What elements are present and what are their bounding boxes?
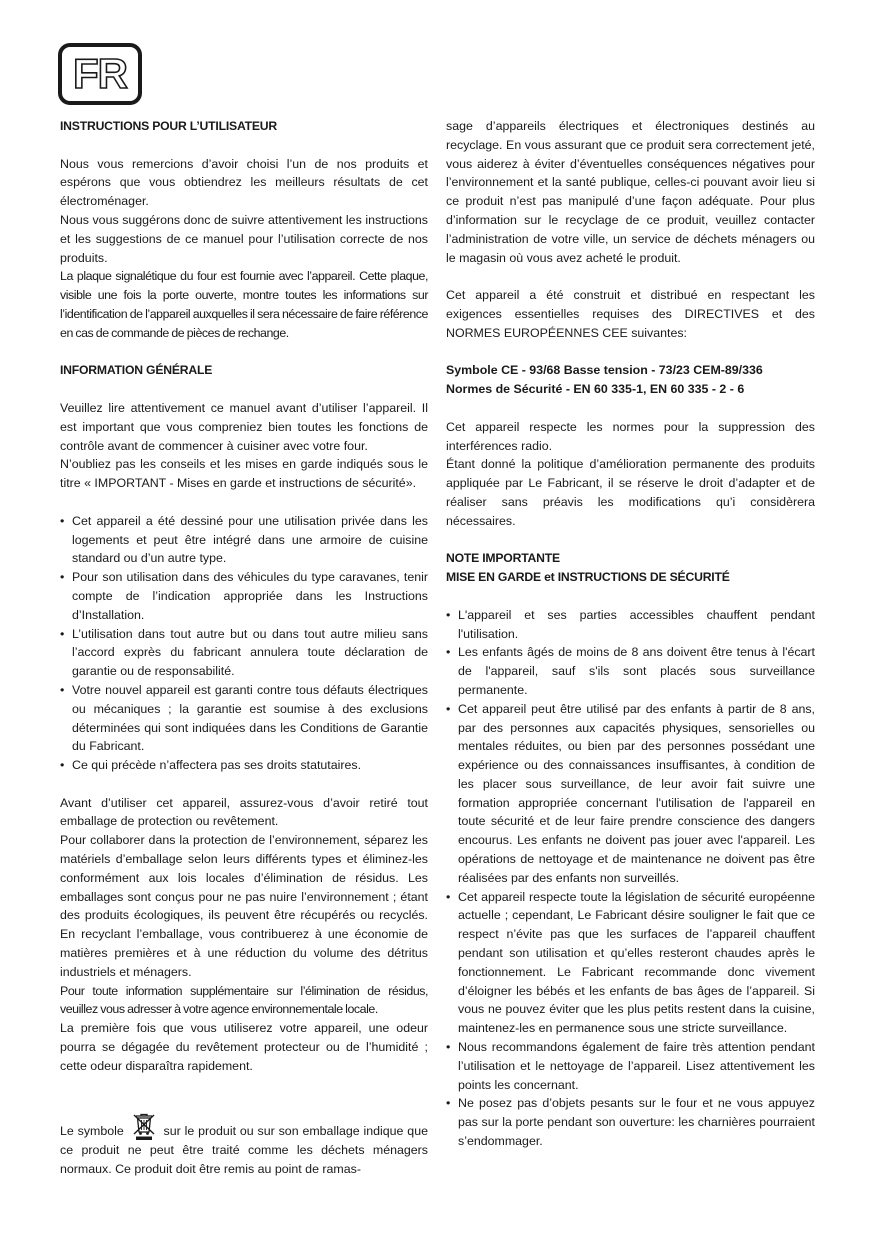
intro-paragraph: Nous vous suggérons donc de suivre attentivement les instructions et les suggestions de ce manuel pour l’utilisation correcte de nos produits. — [60, 212, 428, 265]
heading-safety-instructions: MISE EN GARDE et INSTRUCTIONS DE SÉCURITÉ — [446, 570, 730, 585]
weee-text-after: sur le produit ou sur son emballage indique que ce produit ne peut être traité comme les déchets ménagers normaux. Ce produit doit être remis au point de ramas- — [60, 1124, 428, 1177]
list-item: • Pour son utilisation dans des véhicules du type caravanes, tenir compte de l’indication appropriée dans les Instructions d’Installation. — [60, 568, 428, 624]
list-item: • Cet appareil peut être utilisé par des enfants à partir de 8 ans, par des personnes aux capacités physiques, sensorielles ou mentales réduites, ou bien par des personnes possédant une expérience ou des connaissances insuffisantes, à condition de les placer sous surveillance, de leur avoir fait suivre une formation appropriée concernant l'utilisation de l'appareil en toute sécurité et de leur faire prendre conscience des dangers encourus. Les enfants ne doivent pas jouer avec l'appareil. Les opérations de nettoyage et de maintenance ne doivent pas être réalisées par des enfants non surveillés. — [446, 700, 815, 888]
list-item: • L’utilisation dans tout autre but ou dans tout autre milieu sans l’accord exprès du fabricant annulera toute déclaration de garantie ou de responsabilité. — [60, 625, 428, 681]
left-column — [60, 117, 428, 1179]
policy-paragraph: Étant donné la politique d’amélioration permanente des produits appliquée par Le Fabricant, il se réserve le droit d’adapter et de réaliser sans préavis les modifications qu’i considèrera nécessaires. — [446, 457, 815, 528]
heading-important-note: NOTE IMPORTANTE — [446, 551, 560, 566]
right-column — [446, 117, 815, 1151]
packaging-paragraph: Pour toute information supplémentaire sur l’élimination de résidus, veuillez vous adresser à votre agence environnementale locale. — [60, 983, 428, 1017]
weee-text-before: Le symbole — [60, 1124, 124, 1139]
safety-bullet-list — [446, 606, 815, 1151]
intro-paragraph: La plaque signalétique du four est fournie avec l’appareil. Cette plaque, visible une fois la porte ouverte, montre toutes les informations sur l’identification de l’appareil auxquelles il sera nécessaire de faire référence en cas de commande de pièces de rechange. — [60, 269, 428, 340]
radio-paragraph: Cet appareil respecte les normes pour la suppression des interférences radio. — [446, 419, 815, 453]
safety-norms-line: Normes de Sécurité - EN 60 335-1, EN 60 335 - 2 - 6 — [446, 382, 745, 397]
packaging-paragraph: La première fois que vous utiliserez votre appareil, une odeur pourra se dégagée du revêtement protecteur ou de l’humidité ; cette odeur disparaîtra rapidement. — [60, 1021, 428, 1073]
packaging-paragraph: Avant d’utiliser cet appareil, assurez-vous d’avoir retiré tout emballage de protection ou revêtement. — [60, 795, 428, 829]
list-item: • Cet appareil a été dessiné pour une utilisation privée dans les logements et peut être intégré dans une armoire de cuisine standard ou d’un autre type. — [60, 512, 428, 568]
language-badge — [58, 43, 142, 105]
list-item: • Nous recommandons également de faire très attention pendant l’utilisation et le nettoyage de l’appareil. Lisez attentivement les points les concernant. — [446, 1038, 815, 1094]
weee-paragraph — [60, 1113, 428, 1179]
general-paragraph: N’oubliez pas les conseils et les mises en garde indiqués sous le titre « IMPORTANT - Mises en garde et instructions de sécurité». — [60, 457, 428, 491]
crossed-out-bin-icon — [132, 1113, 156, 1141]
list-item: • Votre nouvel appareil est garanti contre tous défauts électriques ou mécaniques ; la garantie est soumise à des exclusions déterminées qui sont indiquées dans les Conditions de Garantie du Fabricant. — [60, 681, 428, 756]
list-item: • Les enfants âgés de moins de 8 ans doivent être tenus à l'écart de l'appareil, sauf s'ils sont placés sous surveillance permanente. — [446, 643, 815, 699]
general-paragraph: Veuillez lire attentivement ce manuel avant d’utiliser l’appareil. Il est important que vous compreniez bien toutes les fonctions de contrôle avant de commencer à cuisiner avec votre four. — [60, 400, 428, 453]
intro-paragraph: Nous vous remercions d’avoir choisi l’un de nos produits et espérons que vous obtiendrez les meilleurs résultats de cet électroménager. — [60, 156, 428, 209]
language-code: FR — [73, 50, 127, 97]
ce-symbol-line: Symbole CE - 93/68 Basse tension - 73/23 CEM-89/336 — [446, 363, 763, 378]
list-item: • Cet appareil respecte toute la législation de sécurité européenne actuelle ; cependant, Le Fabricant désire souligner le fait que ce respect n’évite pas que les surfaces de l’appareil chauffent pendant son utilisation et qu’elles resteront chaudes après le fonctionnement. Le Fabricant recommande donc vivement d’éloigner les bébés et les enfants de bas âges de l’appareil. Si vous ne pouvez éviter que les plus petits restent dans la cuisine, maintenez-les en permanence sous une stricte surveillance. — [446, 888, 815, 1038]
compliance-paragraph: Cet appareil a été construit et distribué en respectant les exigences essentielles requises des DIRECTIVES et des NORMES EUROPÉENNES CEE suivantes: — [446, 288, 815, 340]
list-item: • Ce qui précède n’affectera pas ses droits statutaires. — [60, 756, 428, 775]
weee-continuation: sage d’appareils électriques et électroniques destinés au recyclage. En vous assurant que ce produit sera correctement jeté, vous aiderez à éviter d’éventuelles conséquences négatives pour l’environnement et la santé publique, celles-ci pouvant avoir lieu si ce produit n’est pas manipulé d’une façon adéquate. Pour plus d’information sur le recyclage de ce produit, veuillez contacter l’administration de votre ville, un service de déchets ménagers ou le magasin où vous avez acheté le produit. — [446, 119, 815, 265]
list-item: • L'appareil et ses parties accessibles chauffent pendant l'utilisation. — [446, 606, 815, 644]
usage-bullet-list — [60, 512, 428, 775]
heading-user-instructions: INSTRUCTIONS POUR L’UTILISATEUR — [60, 119, 278, 133]
list-item: • Ne posez pas d’objets pesants sur le four et ne vous appuyez pas sur la porte pendant son ouverture: les charnières pourraient s’endommager. — [446, 1094, 815, 1150]
heading-general-information: INFORMATION GÉNÉRALE — [60, 363, 213, 378]
packaging-paragraph: Pour collaborer dans la protection de l’environnement, séparez les matériels d’emballage selon leurs différents types et éliminez-les conformément aux lois locales d’élimination de résidus. Les emballages sont conçus pour ne pas nuire l’environnement ; étant des produits écologiques, ils peuvent être récupérés ou recyclés. En recyclant l’emballage, vous contribuerez à une économie de matières premières et à une réduction du volume des détritus industriels et ménagers. — [60, 833, 428, 979]
